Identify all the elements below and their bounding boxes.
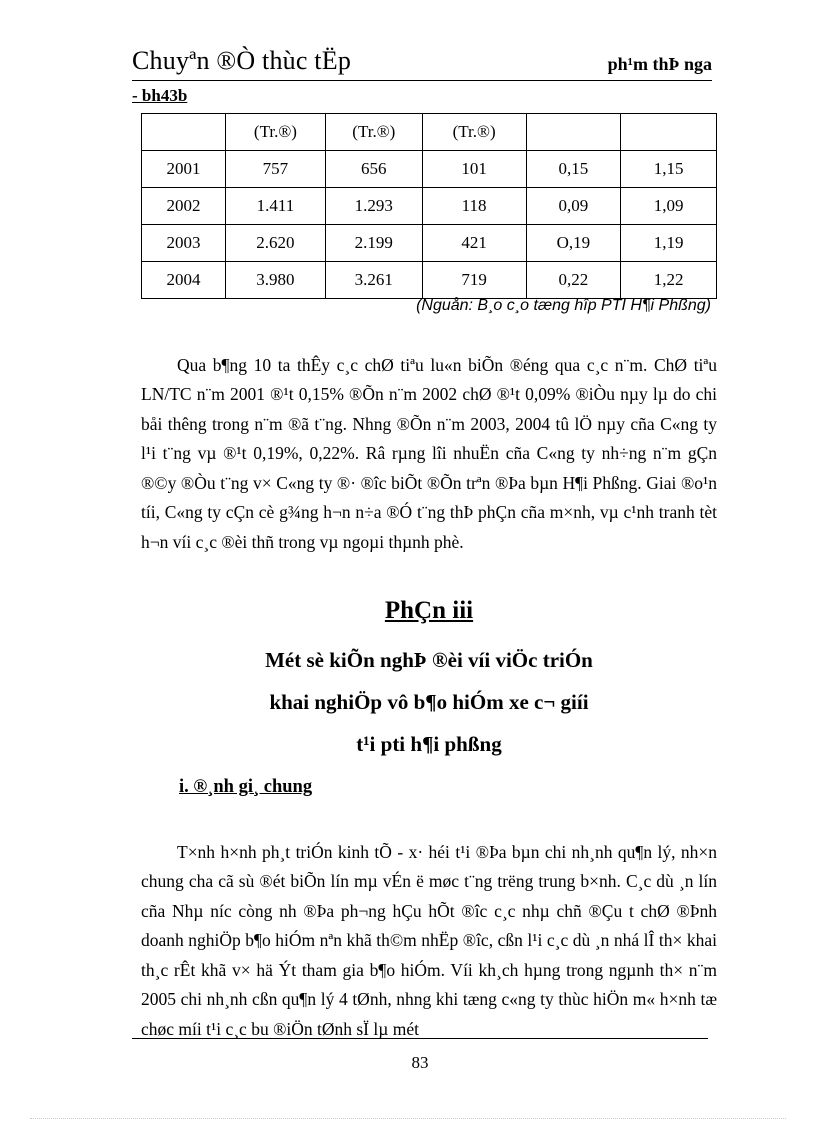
table-cell: 2004 <box>142 262 226 299</box>
table-cell: 2002 <box>142 188 226 225</box>
footer-divider <box>132 1038 708 1039</box>
part-title: PhÇn iii <box>384 597 474 624</box>
page-number: 83 <box>411 1053 429 1072</box>
table-cell: 719 <box>422 262 526 299</box>
part-subtitle-line: Mét sè kiÕn nghÞ ®èi víi viÖc triÓn <box>265 648 593 672</box>
table-row <box>142 188 717 225</box>
table-header-cell <box>526 114 621 151</box>
table-cell: 656 <box>325 151 422 188</box>
table-row <box>142 262 717 299</box>
page-header <box>132 46 712 81</box>
body-paragraph: Qua b¶ng 10 ta thÊy c¸c chØ tiªu lu«n biÕn ®éng qua c¸c n¨m. ChØ tiªu LN/TC n¨m 2001 ®¹t 0,15% ®Õn n¨m 2002 chØ ®¹t 0,09% ®iÒu nµy lµ do chi båi thêng trong n¨m ®ã t¨ng. Nhng ®Õn n¨m 2003, 2004 tû lÖ nµy cña C«ng ty l¹i t¨ng vµ ®¹t 0,19%, 0,22%. Râ rµng lîi nhuËn cña C«ng ty nh÷ng n¨m gÇn ®©y ®Òu t¨ng v× C«ng ty ®· ®îc biÕt ®Õn trªn ®Þa bµn H¶i Phßng. Giai ®o¹n tíi, C«ng ty cÇn cè g¾ng h¬n n÷a ®Ó t¨ng thÞ phÇn cña m×nh, vµ c¹nh tranh tèt h¬n víi c¸c ®èi thñ trong vµ ngoµi thµnh phè. <box>141 354 717 553</box>
table-cell: 118 <box>422 188 526 225</box>
table-cell: 757 <box>225 151 325 188</box>
section-title: i. ®¸nh gi¸ chung <box>179 777 313 797</box>
table-cell: 0,15 <box>526 151 621 188</box>
table-header-cell: (Tr.®) <box>325 114 422 151</box>
table-label: - bh43b <box>132 86 188 105</box>
table-cell: 2.620 <box>225 225 325 262</box>
table-header-cell: (Tr.®) <box>422 114 526 151</box>
table-row <box>142 151 717 188</box>
table-row <box>142 225 717 262</box>
table-cell: 421 <box>422 225 526 262</box>
table-cell: 1.293 <box>325 188 422 225</box>
table-cell: 1,15 <box>621 151 717 188</box>
table-source-note: (Nguån: B¸o c¸o tæng hîp PTI H¶i Phßng) <box>416 297 711 314</box>
table-cell: 0,22 <box>526 262 621 299</box>
table-cell: 3.261 <box>325 262 422 299</box>
header-author: ph¹m thÞ nga <box>607 54 712 74</box>
table-cell: 2003 <box>142 225 226 262</box>
table-header-cell <box>142 114 226 151</box>
table-cell: 1.411 <box>225 188 325 225</box>
part-subtitle-line: t¹i pti h¶i phßng <box>356 732 502 756</box>
indicator-table <box>141 113 717 299</box>
table-cell: 101 <box>422 151 526 188</box>
table-cell: 1,19 <box>621 225 717 262</box>
table-cell: 1,22 <box>621 262 717 299</box>
table-header-cell: (Tr.®) <box>225 114 325 151</box>
table-cell: O,19 <box>526 225 621 262</box>
header-title: Chuyªn ®Ò thùc tËp <box>132 46 352 75</box>
table-cell: 0,09 <box>526 188 621 225</box>
table-header-row <box>142 114 717 151</box>
page-bottom-border <box>30 1118 786 1119</box>
part-subtitle-line: khai nghiÖp vô b¶o hiÓm xe c¬ giíi <box>269 690 589 714</box>
body-paragraph: T×nh h×nh ph¸t triÓn kinh tÕ - x· héi t¹i ®Þa bµn chi nh¸nh qu¶n lý, nh×n chung cha cã sù ®ét biÕn lín mµ vÉn ë møc t¨ng trëng trung b×nh. C¸c dù ¸n lín cña Nhµ níc còng nh ®Þa ph¬ng hÇu hÕt ®îc c¸c nhµ chñ ®Çu t chØ ®Þnh doanh nghiÖp b¶o hiÓm nªn khã th©m nhËp ®îc, cßn l¹i c¸c dù ¸n nhá lÎ th× khai th¸c rÊt khã v× hä Ýt tham gia b¶o hiÓm. Víi kh¸ch hµng trong ngµnh th× n¨m 2005 chi nh¸nh cßn qu¶n lý 4 tØnh, nhng khi tæng c«ng ty thùc hiÖn m« h×nh tæ chøc míi t¹i c¸c bu ®iÖn tØnh sÏ lµ mét <box>141 841 717 1040</box>
table-cell: 2.199 <box>325 225 422 262</box>
table-cell: 1,09 <box>621 188 717 225</box>
table-cell: 3.980 <box>225 262 325 299</box>
table-cell: 2001 <box>142 151 226 188</box>
table-header-cell <box>621 114 717 151</box>
